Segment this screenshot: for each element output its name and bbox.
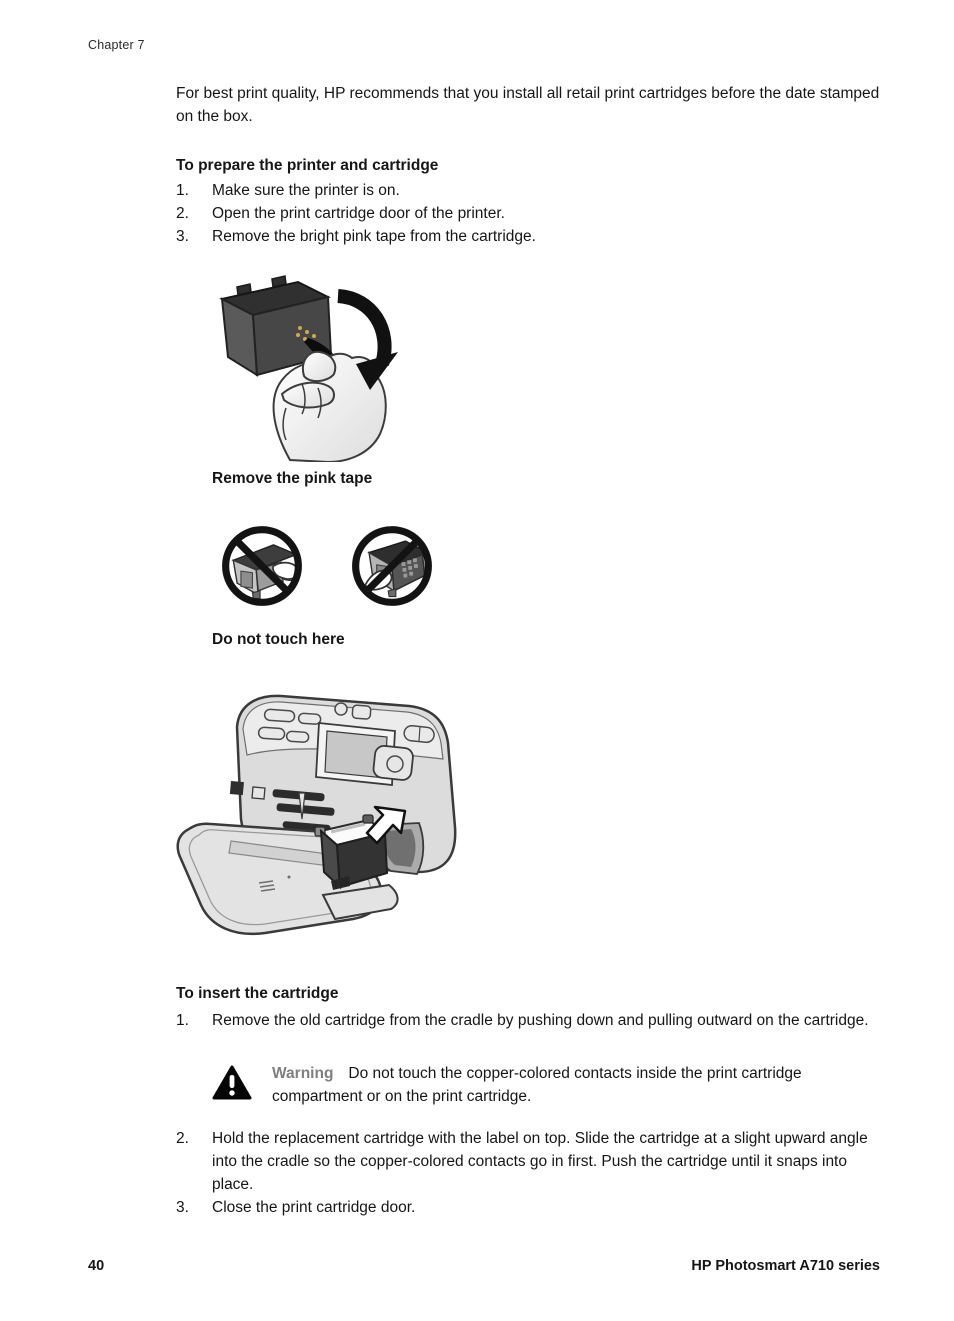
list-item — [176, 1009, 884, 1032]
printer-drawing — [173, 681, 469, 943]
remove-tape-caption: Remove the pink tape — [212, 470, 373, 487]
warning-triangle-icon — [212, 1065, 252, 1106]
do-not-touch-illustration — [218, 520, 436, 612]
list-number: 2. — [176, 1130, 189, 1147]
no-touch-contacts-icon — [218, 520, 306, 612]
list-item-text: Make sure the printer is on. — [212, 182, 400, 199]
cartridge-hand-arrow-drawing — [210, 272, 402, 462]
intro-paragraph: For best print quality, HP recommends that you install all retail print cartridges before the date stamped on the box. — [176, 85, 880, 125]
footer-title: HP Photosmart A710 series — [691, 1258, 880, 1274]
chapter-header: Chapter 7 — [88, 38, 145, 52]
list-item-text: Remove the bright pink tape from the cartridge. — [212, 228, 536, 245]
list-number: 1. — [176, 182, 189, 199]
page-number: 40 — [88, 1258, 105, 1274]
list-number: 3. — [176, 228, 189, 245]
prepare-steps-list — [176, 179, 884, 248]
warning-label: Warning — [272, 1065, 334, 1082]
warning-admonition — [212, 1063, 882, 1108]
no-touch-nozzle-icon — [348, 520, 436, 612]
list-item — [176, 1196, 884, 1219]
warning-text — [272, 1063, 882, 1108]
list-number: 1. — [176, 1012, 189, 1029]
list-item-text: Remove the old cartridge from the cradle by pushing down and pulling outward on the cartridge. — [212, 1012, 869, 1029]
list-item — [176, 1127, 884, 1196]
insert-heading: To insert the cartridge — [176, 985, 339, 1002]
list-item — [176, 202, 884, 225]
do-not-touch-caption: Do not touch here — [212, 631, 345, 648]
prepare-heading: To prepare the printer and cartridge — [176, 157, 439, 174]
list-item — [176, 225, 884, 248]
list-item — [176, 179, 884, 202]
printer-insertion-illustration — [173, 681, 469, 943]
list-item-text: Close the print cartridge door. — [212, 1199, 416, 1216]
list-item-text: Hold the replacement cartridge with the label on top. Slide the cartridge at a slight upward angle into the cradle so the copper-colored contacts go in first. Push the cartridge until it snaps into place. — [212, 1130, 868, 1193]
list-number: 3. — [176, 1199, 189, 1216]
tape-removal-illustration — [210, 272, 402, 462]
list-item-text: Open the print cartridge door of the printer. — [212, 205, 505, 222]
warning-message: Do not touch the copper-colored contacts inside the print cartridge compartment or on the print cartridge. — [272, 1065, 802, 1105]
list-number: 2. — [176, 205, 189, 222]
